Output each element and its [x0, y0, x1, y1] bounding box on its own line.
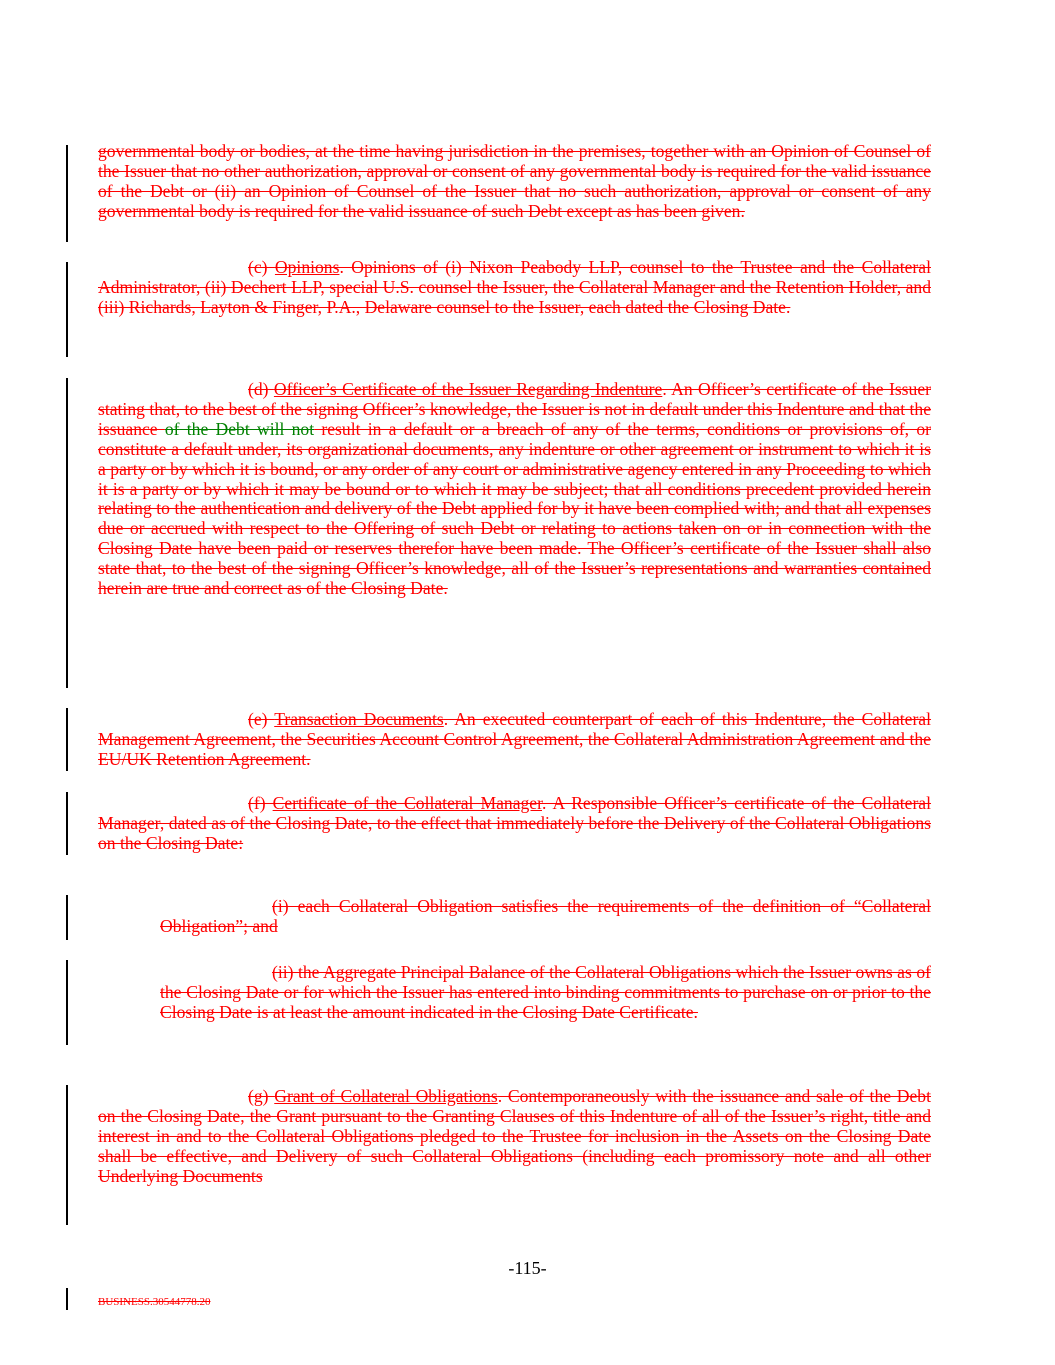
deleted-text: result in a default or a breach of any of the terms, conditions or provisions of, or constitute a default under, its organizational documents, any indenture or other agreement or instrument to which it is a party or by which it is bound, or any order of any court or administrative agency entered in any Proceeding to which it is a party or by which it may be bound or to which it may be subject; that all conditions precedent provided herein relating to the authentication and delivery of the Debt applied for by it have been complied with; and that all expenses due or accrued with respect to the Offering of such Debt or relating to actions taken on or in connection with the Closing Date have been paid or reserves therefor have been made. The Officer’s certificate of the Issuer shall also state that, to the best of the signing Officer’s knowledge, all of the Issuer’s representations and warranties contained herein are true and correct as of the Closing Date. — [98, 418, 931, 599]
clause-label: (d) — [248, 379, 274, 399]
moved-text: of the Debt will not — [164, 418, 315, 439]
paragraph-f-collateral-manager-certificate — [98, 794, 931, 854]
clause-label: (f) — [248, 793, 273, 813]
clause-label: (g) — [248, 1086, 275, 1106]
deleted-text: . An executed counterpart of each of this Indenture, the Collateral Management Agreement, the Securities Account Control Agreement, the Collateral Administration Agreement and the EU/UK Retention Agreement. — [98, 709, 932, 769]
document-id: BUSINESS.30544778.20 — [98, 1296, 211, 1308]
clause-heading: Opinions — [274, 257, 340, 277]
change-bar — [66, 960, 68, 1045]
deleted-text: (i) each Collateral Obligation satisfies the requirements of the definition of “Collateral Obligation”; and — [160, 896, 931, 936]
change-bar — [66, 1288, 68, 1310]
change-bar — [66, 792, 68, 855]
clause-heading: Certificate of the Collateral Manager — [272, 793, 542, 813]
paragraph-governmental-body — [98, 142, 931, 222]
clause-heading: Transaction Documents — [274, 709, 444, 729]
change-bar — [66, 262, 68, 357]
clause-label: (e) — [248, 709, 275, 729]
deleted-text: . Contemporaneously with the issuance and sale of the Debt on the Closing Date, the Grant pursuant to the Granting Clauses of this Indenture of all of the Issuer’s right, title and interest in and to the Collateral Obligations pledged to the Trustee for inclusion in the Assets on the Closing Date shall be effective, and Delivery of such Collateral Obligations (including each promissory note and all other Underlying Documents — [98, 1086, 931, 1186]
paragraph-g-grant — [98, 1087, 931, 1187]
paragraph-f-i — [160, 897, 931, 937]
paragraph-e-transaction-documents — [98, 710, 931, 770]
paragraph-c-opinions — [98, 258, 931, 318]
paragraph-d-officers-certificate — [98, 380, 931, 599]
change-bar — [66, 708, 68, 771]
change-bar — [66, 378, 68, 688]
deleted-text: governmental body or bodies, at the time having jurisdiction in the premises, together with an Opinion of Counsel of the Issuer that no other authorization, approval or consent of any governmental body is required for the valid issuance of the Debt or (ii) an Opinion of Counsel of the Issuer that no such authorization, approval or consent of any governmental body is required for the valid issuance of such Debt except as has been given. — [98, 141, 931, 221]
deleted-text: . An Officer’s certificate of the Issuer stating that, to the best of the signing Officer’s knowledge, the Issuer is not in default under this Indenture and that the issuance — [98, 379, 931, 439]
change-bar — [66, 895, 68, 940]
clause-label: (c) — [248, 257, 275, 277]
deleted-text: . A Responsible Officer’s certificate of the Collateral Manager, dated as of the Closing Date, to the effect that immediately before the Delivery of the Collateral Obligations on the Closing Date: — [98, 793, 932, 853]
deleted-text: (ii) the Aggregate Principal Balance of the Collateral Obligations which the Issuer owns as of the Closing Date or for which the Issuer has entered into binding commitments to purchase on or prior to the Closing Date is at least the amount indicated in the Closing Date Certificate. — [160, 962, 931, 1022]
change-bar — [66, 1085, 68, 1225]
clause-heading: Officer’s Certificate of the Issuer Regarding Indenture — [273, 379, 663, 399]
clause-heading: Grant of Collateral Obligations — [274, 1086, 498, 1106]
change-bar — [66, 145, 68, 242]
page-number: -115- — [508, 1258, 547, 1278]
paragraph-f-ii — [160, 963, 931, 1023]
deleted-text: . Opinions of (i) Nixon Peabody LLP, counsel to the Trustee and the Collateral Administrator, (ii) Dechert LLP, special U.S. counsel the Issuer, the Collateral Manager and the Retention Holder, and (iii) Richards, Layton & Finger, P.A., Delaware counsel to the Issuer, each dated the Closing Date. — [98, 257, 931, 317]
